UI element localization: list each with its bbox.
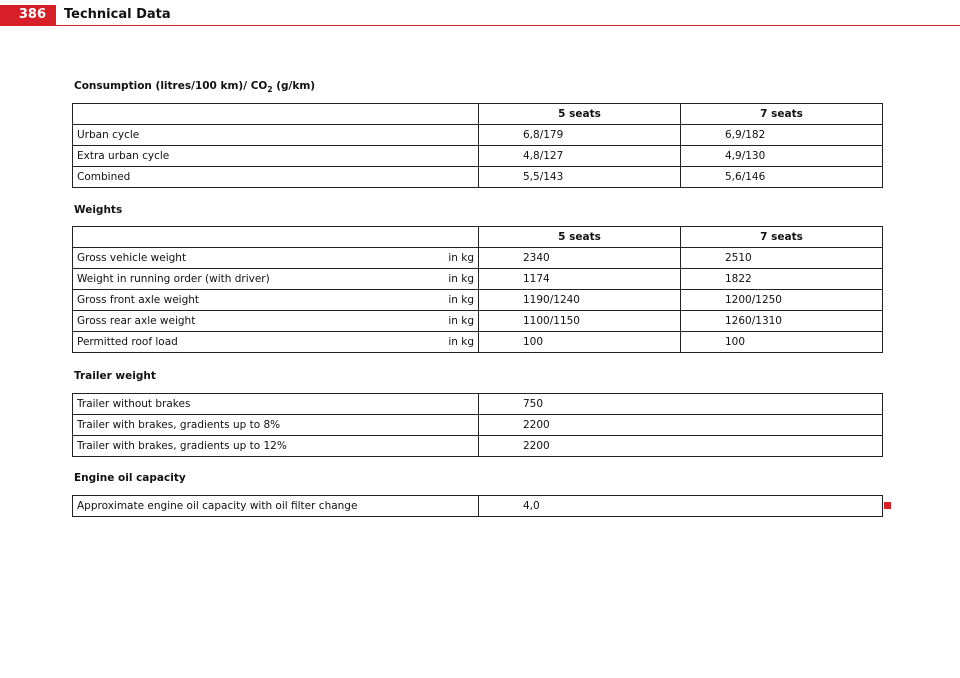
table-header-row [73,104,883,125]
row-label: Weight in running order (with driver) [77,273,270,285]
consumption-title-text: Consumption (litres/100 km)/ CO [74,80,268,92]
empty-header-cell [73,227,479,248]
row-label: Trailer with brakes, gradients up to 12% [73,436,479,457]
page-title: Technical Data [64,7,171,22]
column-header-5-seats: 5 seats [479,104,681,125]
value-5-seats: 1100/1150 [479,311,681,332]
page-header [0,0,960,26]
value-7-seats: 1200/1250 [681,290,883,311]
consumption-table [72,103,883,188]
table-row [73,415,883,436]
row-value: 2200 [479,436,883,457]
table-row [73,394,883,415]
row-label-cell [73,290,479,311]
row-value: 4,0 [479,496,883,517]
consumption-title-subscript: 2 [267,85,273,95]
row-label: Gross vehicle weight [77,252,187,264]
value-5-seats: 100 [479,332,681,353]
column-header-7-seats: 7 seats [681,104,883,125]
table-row [73,332,883,353]
value-5-seats: 4,8/127 [479,146,681,167]
row-label: Permitted roof load [77,336,178,348]
row-label: Trailer without brakes [73,394,479,415]
value-5-seats: 1174 [479,269,681,290]
column-header-5-seats: 5 seats [479,227,681,248]
page-number: 386 [0,5,56,25]
row-label-cell [73,311,479,332]
value-5-seats: 2340 [479,248,681,269]
trailer-table [72,393,883,457]
section-end-marker [884,502,891,509]
oil-table [72,495,883,517]
table-row [73,125,883,146]
consumption-title-unit: (g/km) [272,80,316,92]
row-label: Gross rear axle weight [77,315,196,327]
header-rule [0,25,960,26]
value-7-seats: 2510 [681,248,883,269]
column-header-7-seats: 7 seats [681,227,883,248]
table-row [73,248,883,269]
table-row [73,436,883,457]
unit-label: in kg [448,273,474,285]
row-label: Urban cycle [73,125,479,146]
unit-label: in kg [448,294,474,306]
unit-label: in kg [448,336,474,348]
row-label: Trailer with brakes, gradients up to 8% [73,415,479,436]
oil-title: Engine oil capacity [74,472,186,484]
table-row [73,146,883,167]
table-header-row [73,227,883,248]
value-5-seats: 6,8/179 [479,125,681,146]
table-row [73,167,883,188]
table-row [73,311,883,332]
unit-label: in kg [448,315,474,327]
value-7-seats: 1822 [681,269,883,290]
row-label-cell [73,332,479,353]
row-value: 2200 [479,415,883,436]
table-row [73,290,883,311]
value-7-seats: 1260/1310 [681,311,883,332]
row-label-cell [73,269,479,290]
value-5-seats: 1190/1240 [479,290,681,311]
value-7-seats: 5,6/146 [681,167,883,188]
value-7-seats: 100 [681,332,883,353]
unit-label: in kg [448,252,474,264]
consumption-title [74,80,315,94]
weights-title: Weights [74,204,123,216]
table-row [73,269,883,290]
weights-table [72,226,883,353]
trailer-title: Trailer weight [74,370,156,382]
row-value: 750 [479,394,883,415]
row-label: Gross front axle weight [77,294,200,306]
row-label: Approximate engine oil capacity with oil filter change [73,496,479,517]
value-5-seats: 5,5/143 [479,167,681,188]
table-row [73,496,883,517]
value-7-seats: 4,9/130 [681,146,883,167]
row-label-cell [73,248,479,269]
row-label: Extra urban cycle [73,146,479,167]
value-7-seats: 6,9/182 [681,125,883,146]
row-label: Combined [73,167,479,188]
empty-header-cell [73,104,479,125]
